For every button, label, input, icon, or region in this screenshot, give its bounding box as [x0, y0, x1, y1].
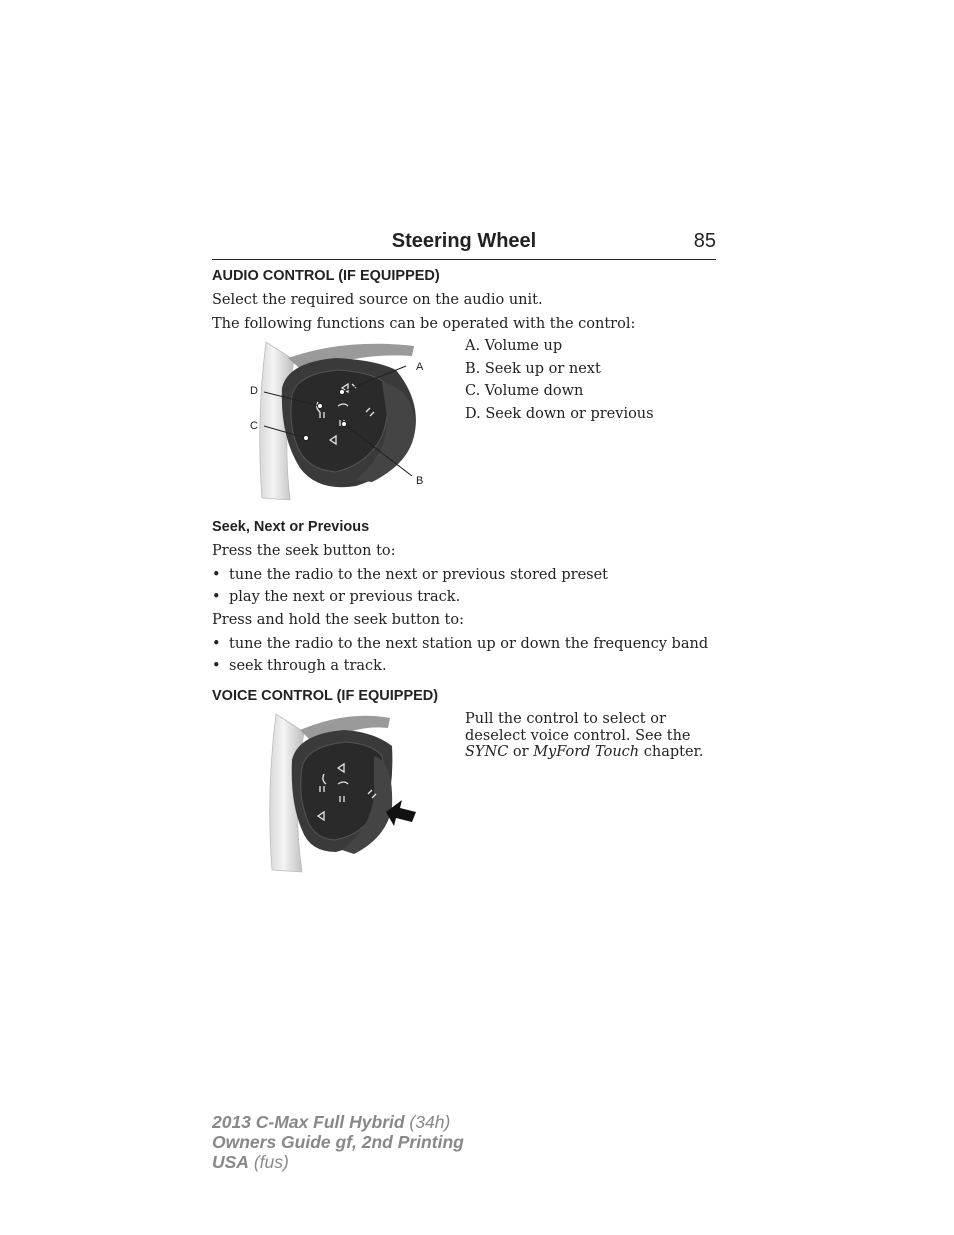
figure-label-d: D [250, 385, 258, 397]
footer: 2013 C-Max Full Hybrid (34h) Owners Guide gf, 2nd Printing USA (fus) [212, 1112, 464, 1172]
voice-control-heading: VOICE CONTROL (IF EQUIPPED) [212, 688, 439, 704]
list-item: • tune the radio to the next station up or down the frequency band [212, 636, 709, 652]
function-seek-up: B. Seek up or next [465, 361, 601, 377]
bullet-glyph: • [212, 567, 221, 583]
audio-intro-2: The following functions can be operated with the control: [212, 316, 636, 332]
function-volume-down: C. Volume down [465, 383, 584, 399]
bullet-glyph: • [212, 636, 221, 652]
voice-control-text: Pull the control to select or deselect voice control. See the SYNC or MyFord Touch chapter. [465, 711, 704, 760]
bullet-glyph: • [212, 589, 221, 605]
audio-control-figure [246, 340, 436, 502]
seek-press-text: Press the seek button to: [212, 543, 396, 559]
function-volume-up: A. Volume up [465, 338, 563, 354]
myford-touch-reference: MyFord Touch [533, 744, 640, 760]
seek-heading: Seek, Next or Previous [212, 519, 370, 535]
page-title: Steering Wheel [391, 230, 537, 252]
sync-reference: SYNC [465, 744, 509, 760]
audio-control-heading: AUDIO CONTROL (IF EQUIPPED) [212, 268, 440, 284]
voice-control-figure [262, 712, 422, 874]
page-number: 85 [693, 230, 716, 252]
audio-intro-1: Select the required source on the audio unit. [212, 292, 543, 308]
figure-label-c: C [250, 420, 258, 432]
function-seek-down: D. Seek down or previous [465, 406, 654, 422]
header-rule [212, 259, 716, 260]
bullet-glyph: • [212, 658, 221, 674]
list-item: • tune the radio to the next or previous stored preset [212, 567, 608, 583]
seek-hold-text: Press and hold the seek button to: [212, 612, 464, 628]
list-item: • play the next or previous track. [212, 589, 461, 605]
list-item: • seek through a track. [212, 658, 387, 674]
figure-label-a: A [416, 361, 424, 373]
figure-label-b: B [416, 475, 424, 487]
